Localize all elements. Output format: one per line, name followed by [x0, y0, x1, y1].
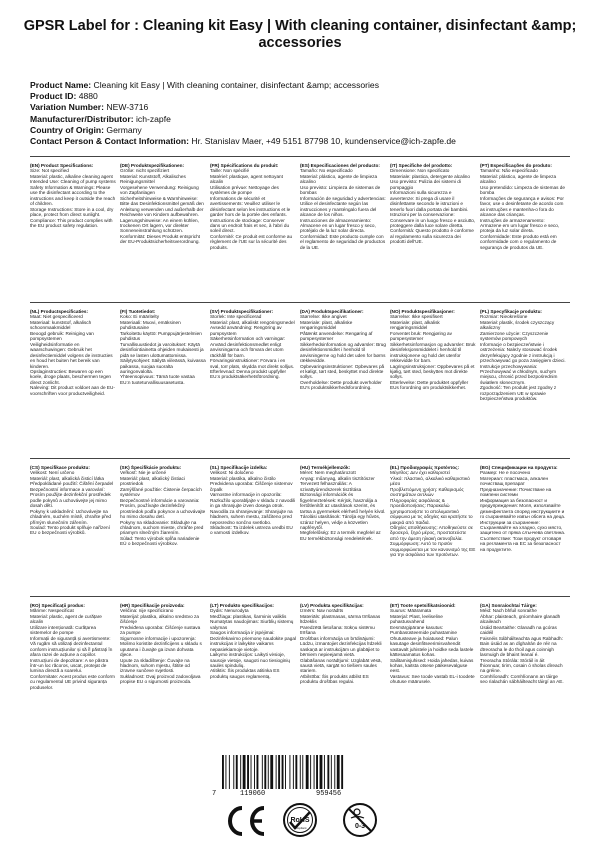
- spec-block-de: (DE) Produktspezifikationen: Größe: nicht spezifiziert Material: Kunststoff, Alkalisches Reinigungsmittel Vorgesehene Verwendung: Reinigung von Zapfanlagen Sicherheitshinweise & Warnhinweise: Bitte das Desinfektionsmittel gemäß den Anleitung verwenden und außerhalb der Reichweite von Kindern aufbewahren. Lagerungshinweise: An einem kühlen, trockenen Ort lagern, vor direkter Sonneneinstrahlung schützen. Konformität: Dieses Produkt entspricht der EU-Produktsicherheitsverordnung.: [120, 163, 204, 245]
- barcode-bar: [314, 755, 315, 789]
- spec-block-fi: (FI) Tuotetiedot: Koko: Ei määritelty Materiaali: Muovi, emäksinen puhdistusaine Tarkoitettu käyttö: Pumppujärjestelmien puhdistus Turvallisuustiedot ja varoitukset: Käytä desinfiointiainetta ohjeiden mukaisesti ja pidä se lasten ulottumattomissa. Säilytysohjeet: Säilytä viileässä, kuivassa paikassa, suojaa suoralta auringonvalolta. Yhteensopivuus: Tämä tuote vastaa EU:n tuoteturvallisuusasetusta.: [120, 309, 206, 385]
- product-info: [30, 80, 590, 147]
- barcode-bar: [295, 755, 297, 789]
- spec-row-1: [30, 163, 570, 250]
- section-divider: [30, 458, 570, 459]
- spec-block-sl: (SL) Specifikacije izdelka: Velikost: Ni določeno Material: plastika, alkalno čistilo Predvidena uporaba: Čiščenje sistemov črpalk Varnostne informacije in opozorila: Razkužilo uporabljajte v skladu z navodili in ga shranjujte izven dosega otrok. Navodila za shranjevanje: Shranjujte na hladnem, suhem mestu, zaščiteno pred neposredno sončno svetlobo. Skladnost: Ta izdelek ustreza uredbi EU o varnosti izdelkov.: [210, 465, 296, 536]
- barcode-digits-right: 959456: [316, 790, 342, 798]
- info-contact: Contact Person & Contact Information: Hr. Stanislav Maer, +49 5151 87798 10, kundenservice@ich-zapfe.de: [30, 136, 456, 147]
- spec-block-et: (ET) Toote spetsifikatsioonid: Suurus: Määramata Materjal: Plast, leeliseline puhastusvahend Eesmärgipärane kasutus: Pumbasüsteemide puhastamine Ohutusteave ja hoiatused: Palun kasutage desinfitseerimisvahendit vastavalt juhistele ja hoidke seda lastele kättesaamatus kohas. Säilitamisjuhised: Hoida jahedas, kuivas kohas, kaitsta otsese päikesevalguse eest. Vastavus: See toode vastab EL-i toodete ohutuse määrusele.: [390, 603, 475, 685]
- barcode-bar: [300, 755, 301, 789]
- spec-block-ro: (RO) Specificații produs: Mărime: Nespecificat Material: plastic, agent de curățare alcalin Utilizare intenționată: Curățarea sistemelor de pompe Informații de siguranță și avertismente: Vă rugăm să utilizați dezinfectantul conform instrucțiunilor și să îl păstrați în afara razei de acțiune a copiilor. Instrucțiuni de depozitare: A se păstra într-un loc răcoros, uscat, protejat de lumina directă a soarelui. Conformitate: Acest produs este conform cu regulamentul UE privind siguranța produselor.: [30, 603, 115, 690]
- rohs-label: RoHS: [290, 817, 310, 824]
- spec-row-4: [30, 603, 570, 690]
- barcode-bar: [276, 755, 277, 789]
- barcode-bar: [222, 755, 224, 789]
- barcode-bar: [247, 755, 249, 789]
- barcode-bar: [254, 755, 255, 789]
- info-country-of-origin: Country of Origin: Germany: [30, 124, 142, 135]
- barcode-bar: [278, 755, 280, 789]
- section-divider: [30, 302, 570, 303]
- barcode-bar: [240, 755, 241, 789]
- spec-block-el: (EL) Προδιαγραφές προϊόντος: Μέγεθος: Δεν έχει καθοριστεί Υλικό: πλαστικό, αλκαλικό καθαριστικό μέσο Προβλεπόμενη χρήση: Καθαρισμός συστημάτων αντλιών Πληροφορίες ασφάλειας & προειδοποιήσεις: Παρακαλώ χρησιμοποιήστε το απολυμαντικό σύμφωνα με τις οδηγίες και κρατήστε το μακριά από παιδιά. Οδηγίες αποθήκευσης: Αποθηκεύστε σε δροσερό, ξηρό μέρος, προστατεύστε από την άμεση ηλιακή ακτινοβολία. Συμμόρφωση: Αυτό το προϊόν συμμορφώνεται με τον κανονισμό της ΕΕ για την ασφάλεια των προϊόντων.: [390, 465, 476, 558]
- barcode-bar: [327, 755, 329, 789]
- spec-block-fr: (FR) Spécifications du produit: Taille: Non spécifié Matériel: plastique, agent nettoyant alcalin Utilisation prévue: Nettoyage des systèmes de pompe Informations de sécurité et avertissements: Veuillez utiliser le désinfectant selon les instructions et le garder hors de la portée des enfants. Instructions de stockage: Conserver dans un endroit frais et sec, à l'abri du soleil direct. Conformité: Ce produit est conforme au règlement de l'UE sur la sécurité des produits.: [210, 163, 293, 250]
- age-label: 0-3: [354, 823, 366, 830]
- barcode-bar: [285, 755, 286, 789]
- barcode-bar: [310, 755, 311, 789]
- spec-block-lv: (LV) Produkta specifikācijas: Izmērs: Nav norādīts Materiāls: plastmasas, sārma tīrīšanas līdzeklis Paredzētā lietošana: Sūkņu sistēmu tīrīšana Drošības informācija un brīdinājumi: Lūdzu, izmantojiet dezinfekcijas līdzekli saskaņā ar instrukcijām un glabājiet to bērniem nepieejamā vietā. Glabāšanas norādījumi: Uzglabāt vēsā, sausā vietā, sargāt no tiešiem saules stariem. Atbilstība: Šis produkts atbilst ES produktu drošības regulai.: [300, 603, 382, 685]
- spec-block-hr: (HR) Specifikacije proizvoda: Veličina: nije specificirano Materijal: plastika, alkalno sredstvo za čišćenje Predviđena uporaba: Čišćenje sustava za pumpe Sigurnosne informacije i upozorenja: Molimo koristite dezinficijens u skladu s uputama i čuvajte ga izvan dohvata djece. Upute za skladištenje: Čuvajte na hladnom, suhom mjestu, štitite od izravne sunčeve svjetlosti. Sukladnost: Ovaj proizvod zadovoljava propise EU o sigurnosti proizvoda.: [120, 603, 202, 685]
- barcode-bar: [264, 755, 266, 789]
- spec-block-es: (ES) Especificaciones del producto: Tamaño: No especificado Material: plástico, agente de limpieza alcalino Uso previsto: Limpieza de sistemas de bombas Información de seguridad y advertencias: Utilice el desinfectante según las instrucciones y manténgalo fuera del alcance de los niños. Instrucciones de almacenamiento: Almacene en un lugar fresco y seco, protéjalo de la luz solar directa. Conformidad: Este producto cumple con el reglamento de seguridad de productos de la UE.: [300, 163, 386, 250]
- spec-block-sv: (SV) Produktspecifikationer: Storlek: Inte specificerad Material: plast, alkaliskt rengöringsmedel Avsedd användning: Rengöring av pumpsystem Säkerhetsinformation och varningar: Använd desinfektionsmedlet enligt anvisningarna och förvara det utom räckhåll för barn. Förvaringsinstruktioner: Förvara i en sval, torr plats, skydda mot direkt solljus. Efterlevnad: Denna produkt uppfyller EU:s produktsäkerhetsförordning.: [210, 309, 295, 380]
- spec-block-ga: (GA) Sonraíochtaí Táirge: Méid: Nach bhfuil sonraithe Ábhar: plaisteach, gníomhaire glanadh alcaileach Úsáid Beartaithe: Glanadh na gcóras caidéil Faisnéis Sábháilteachta agus Rabhadh: Bain úsáid as an díghalrán de réir na dtreoracha le do thoil agus coinnigh lasmuigh de bhaint leanaí é. Treoracha Stórála: Stóráil in áit fhionnuar, tirim, cosain ó sholas díreach na gréine. Comhlíonadh: Comhlíonann an táirge seo rialachán sábháilteacht táirgí an AE.: [480, 603, 564, 685]
- info-product-id: Product ID: 4880: [30, 91, 98, 102]
- spec-block-cs: (CS) Specifikace produktu: Velikost: Není určeno Materiál: plast, alkalická čisticí látka Předpokládané použití: Čištění čerpadel Bezpečnostní informace a varování: Prosím použijte dezinfekční prostředek podle pokynů a uchovávejte jej mimo dosah dětí. Pokyny k uskladnění: Uchovávejte na chladném, suchém místě, chraňte před přímým slunečním zářením. Soulad: Tento produkt splňuje nařízení EU o bezpečnosti výrobků.: [30, 465, 114, 536]
- spec-block-no: (NO) Produktspesifikasjoner: Størrelse: Ikke spesifisert Materiale: plast, alkalisk rengjøringsmiddel Forventet bruk: Rengjøring av pumpesystemer Sikkerhetsinformasjon og advarsler: Bruk desinfeksjonsmiddelet i henhold til instruksjonene og hold det utenfor rekkevidde for barn. Lagringsinstruksjoner: Oppbevares på et kjølig, tørt sted, beskyttes mot direkte sollys. Etterlevelse: Dette produktet oppfyller EUs forordning om produktsikkerhet.: [390, 309, 476, 391]
- section-divider: [30, 156, 570, 157]
- barcode-bar: [233, 755, 234, 789]
- barcode-bar: [337, 755, 340, 789]
- page-title: GPSR Label for : Cleaning kit Easy | With cleaning container, disinfectant &amp; accessories: [23, 18, 577, 51]
- spec-block-bg: (BG) Спецификации на продукта: Размер: Не е посочено Материал: пластмаса, алкален почистващ препарат Предназначение: Почистване на помпени системи Информация за безопасност и предупреждения: Моля, използвайте дезинфектанта според инструкциите и го съхранявайте извън обсега на деца. Инструкции за съхранение: Съхранявайте на хладно, сухо място, защитено от пряка слънчева светлина. Съответствие: Този продукт отговаря на регламента на ЕС за безопасност на продуктите.: [480, 465, 566, 552]
- age-0-3-warning-icon: [344, 804, 376, 836]
- spec-block-nl: (NL) Productspecificaties: Maat: Niet gespecificeerd Materiaal: kunststof, alkalisch schoonmaakmiddel Beoogd gebruik: Reiniging van pompsystemen Veiligheidsinformatie en waarschuwingen: Gebruik het desinfectiemiddel volgens de instructies en houd het buiten het bereik van kinderen. Opslaginstructies: Bewaren op een koele, droge plaats, beschermen tegen direct zonlicht. Naleving: Dit product voldoet aan de EU-voorschriften voor productveiligheid.: [30, 309, 115, 396]
- barcode-bar: [331, 755, 332, 789]
- info-product-name: Product Name: Cleaning kit Easy | With cleaning container, disinfectant &amp; accessories: [30, 80, 380, 90]
- barcode-bar: [306, 755, 309, 789]
- barcode-bar: [262, 755, 263, 789]
- barcode-bar: [324, 755, 325, 789]
- barcode-bar: [236, 755, 238, 789]
- barcode-bar: [243, 755, 246, 789]
- section-divider: [30, 596, 570, 597]
- rohs-sublabel: compliant: [293, 826, 307, 830]
- rohs-icon: [284, 804, 316, 836]
- barcode-bar: [282, 755, 284, 789]
- barcode-bar: [229, 755, 230, 789]
- ean-barcode: [210, 753, 390, 793]
- barcode-bar: [251, 755, 252, 789]
- spec-block-it: (IT) Specifiche del prodotto: Dimensione: Non specificato Materiale: plastica, detergente alcalino Uso previsto: Pulizia dei sistemi di pompaggio Informazioni sulla sicurezza e avvertenze: Si prega di usare il disinfettante secondo le istruzioni e tenerlo fuori dalla portata dei bambini. Istruzioni per la conservazione: Conservare in un luogo fresco e asciutto, proteggere dalla luce solare diretta. Conformità: Questo prodotto è conforme al regolamento sulla sicurezza dei prodotti dell'UE.: [390, 163, 476, 245]
- barcode-bar: [334, 755, 335, 789]
- spec-block-hu: (HU) Termékjellemzők: Méret: Nem meghatározott Anyag: műanyag, alkalin tisztítószer Tervezett felhasználás: A szivattyúrendszerek tisztítása Biztonsági információk és figyelmeztetések: Kérjük, használja a fertőtlenítőt az utasítások szerint, és tartsa a gyermekek elérhető helyén kívül. Tárolási utasítások: Tárolja egy hűvös, száraz helyen, védje a közvetlen napfénytől. Megfelelőség: Ez a termék megfelel az EU termékbiztonsági rendeletének.: [300, 465, 386, 541]
- spec-block-en: (EN) Product Specifications: Size: Not specified Material: plastic, alkaline cleaning agent Intended Use: Cleaning of pump systems Safety Information & Warnings: Please use the disinfectant according to the instructions and keep it outside the reach of children. Storage Instructions: Store in a cool, dry place, protect from direct sunlight. Compliance: This product complies with the EU product safety regulation.: [30, 163, 116, 228]
- barcode-bar: [270, 755, 273, 789]
- barcode-bar: [257, 755, 259, 789]
- barcode-digit-left: 7: [212, 790, 217, 798]
- spec-block-sk: (SK) Špecifikácie produktu: Veľkosť: Nie je určené Materiál: plast, alkalický čistiaci prostriedok Zamýšľané použitie: Čistenie čerpacích systémov Bezpečnostné informácie a varovania: Prosím, používajte dezinfekčný prostriedok podľa pokynov a uchovávajte ho mimo dosahu detí. Pokyny na skladovanie: Skladujte na chladnom, suchom mieste, chráňte pred priamym slnečným žiarením. Súlad: Tento výrobok spĺňa nariadenie EÚ o bezpečnosti výrobkov.: [120, 465, 206, 547]
- spec-block-pl: (PL) Specyfikacje produktu: Rozmiar: Nieokreślone Materiał: plastik, środek czyszczący alkaliczny Zamierzone użycie: Czyszczenie systemów pompowych Informacje o bezpieczeństwie i ostrzeżenia: Należy stosować środek dezynfekujący zgodnie z instrukcją i przechowywać go poza zasięgiem dzieci. Instrukcje przechowywania: Przechowywać w chłodnym, suchym miejscu, chronić przed bezpośrednim światłem słonecznym. Zgodność: Ten produkt jest zgodny z rozporządzeniem UE w sprawie bezpieczeństwa produktów.: [480, 309, 566, 402]
- ce-mark-icon: [230, 808, 264, 834]
- barcode-bar: [302, 755, 303, 789]
- barcode-bar: [316, 755, 318, 789]
- spec-row-2: [30, 309, 570, 402]
- barcode-bar: [320, 755, 323, 789]
- barcode-bar: [268, 755, 269, 789]
- spec-block-pt: (PT) Especificações do produto: Tamanho: Não especificado Material: plástico, agente de limpeza alcalino Uso pretendido: Limpeza de sistemas de bomba Informações de segurança e avisos: Por favor, use o desinfetante de acordo com as instruções e mantenha-o fora do alcance das crianças. Instruções de armazenamento: Armazene em um lugar fresco e seco, proteja da luz solar direta. Conformidade: Este produto está em conformidade com o regulamento de segurança de produtos da UE.: [480, 163, 565, 250]
- info-manufacturer: Manufacturer/Distributor: ich-zapfe: [30, 113, 171, 124]
- barcode-bar: [293, 755, 294, 789]
- spec-row-3: [30, 465, 570, 558]
- barcode-bar: [341, 755, 343, 789]
- spec-block-da: (DA) Produktspecifikationer: Størrelse: Ikke angivet Materiale: plast, alkaliske rengøringsmiddel Påtænkt anvendelse: Rengøring af pumpesystemer Sikkerhedsinformation og advarsler: Brug desinfektionsmidlet i henhold til anvisningerne og hold det uden for børns rækkevidde. Opbevaringsinstruktioner: Opbevares på et køligt, tørt sted, beskyttet mod direkte sollys. Overholdelse: Dette produkt overholder EU's produktsikkerhedsforordning.: [300, 309, 386, 391]
- barcode-digits-middle: 119060: [240, 790, 266, 798]
- compliance-icons: [200, 800, 400, 840]
- barcode-bar: [225, 755, 226, 789]
- info-variation-number: Variation Number: NEW-3716: [30, 102, 149, 113]
- barcode-bar: [289, 755, 290, 789]
- spec-block-lt: (LT) Produkto specifikacijos: Dydis: Nenurodyta Medžiaga: plastikas, šarminis valiklis Numatytas naudojimas: Siurblių sistemų valymas Saugos informacija ir įspėjimai: Dezinfekavimo priemonę naudokite pagal instrukcijas ir laikykite vaikams nepasiekiamoje vietoje. Laikymo instrukcijos: Laikyti vėsioje, sausoje vietoje, saugoti nuo tiesioginių saulės spindulių. Atitiktis: Šis produktas atitinka ES produktų saugos reglamentą.: [210, 603, 296, 679]
